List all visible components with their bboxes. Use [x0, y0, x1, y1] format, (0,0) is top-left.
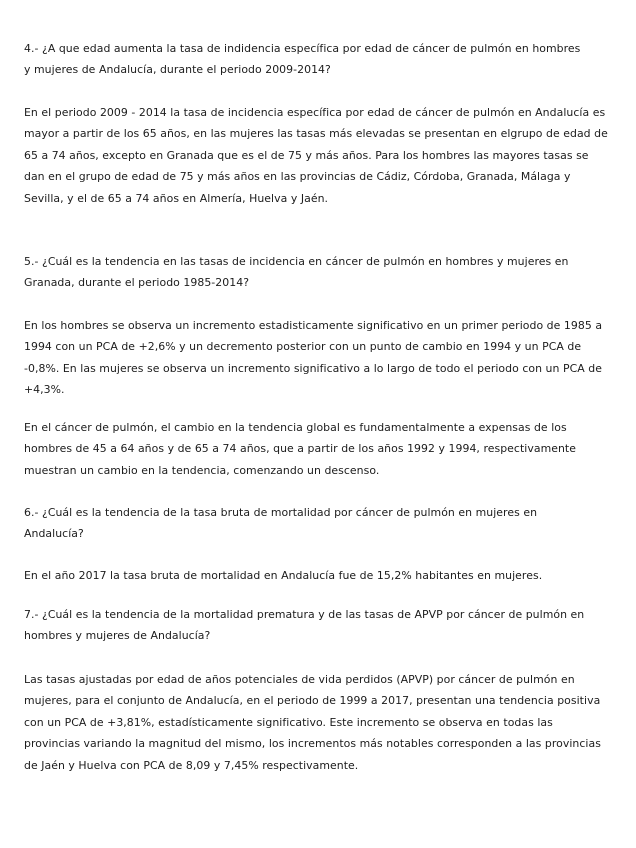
answer-4: En el periodo 2009 - 2014 la tasa de incidencia específica por edad de cáncer de pulmón en Andalucía es mayor a partir de los 65 años, en las mujeres las tasas más elevadas se presentan en elgrupo de edad de 65 a 74 años, excepto en Granada que es el de 75 y más años. Para los hombres las mayores tasas se dan en el grupo de edad de 75 y más años en las provincias de Cádiz, Córdoba, Granada, Málaga y Sevilla, y el de 65 a 74 años en Almería, Huelva y Jaén.	[24, 106, 608, 205]
answer-5-paragraph-1: En los hombres se observa un incremento estadisticamente significativo en un primer periodo de 1985 a 1994 con un PCA de +2,6% y un decremento posterior con un punto de cambio en 1994 y un PCA de -0,8%. En las mujeres se observa un incremento significativo a lo largo de todo el periodo con un PCA de +4,3%.	[24, 319, 603, 397]
answer-6: En el año 2017 la tasa bruta de mortalidad en Andalucía fue de 15,2% habitantes en mujeres.	[24, 569, 543, 582]
question-6: 6.- ¿Cuál es la tendencia de la tasa bruta de mortalidad por cáncer de pulmón en mujeres en Andalucía?	[24, 506, 538, 541]
question-4: 4.- ¿A que edad aumenta la tasa de indidencia específica por edad de cáncer de pulmón en hombres y mujeres de Andalucía, durante el periodo 2009-2014?	[24, 42, 581, 77]
question-5: 5.- ¿Cuál es la tendencia en las tasas de incidencia en cáncer de pulmón en hombres y mujeres en Granada, durante el periodo 1985-2014?	[24, 255, 569, 290]
question-7: 7.- ¿Cuál es la tendencia de la mortalidad prematura y de las tasas de APVP por cáncer de pulmón en hombres y mujeres de Andalucía?	[24, 608, 585, 643]
answer-5-paragraph-2: En el cáncer de pulmón, el cambio en la tendencia global es fundamentalmente a expensas de los hombres de 45 a 64 años y de 65 a 74 años, que a partir de los años 1992 y 1994, respectivamente muestran un cambio en la tendencia, comenzando un descenso.	[24, 421, 576, 477]
answer-7: Las tasas ajustadas por edad de años potenciales de vida perdidos (APVP) por cáncer de pulmón en mujeres, para el conjunto de Andalucía, en el periodo de 1999 a 2017, presentan una tendencia positiva con un PCA de +3,81%, estadísticamente significativo. Este incremento se observa en todas las provincias variando la magnitud del mismo, los incrementos más notables corresponden a las provincias de Jaén y Huelva con PCA de 8,09 y 7,45% respectivamente.	[24, 673, 601, 772]
